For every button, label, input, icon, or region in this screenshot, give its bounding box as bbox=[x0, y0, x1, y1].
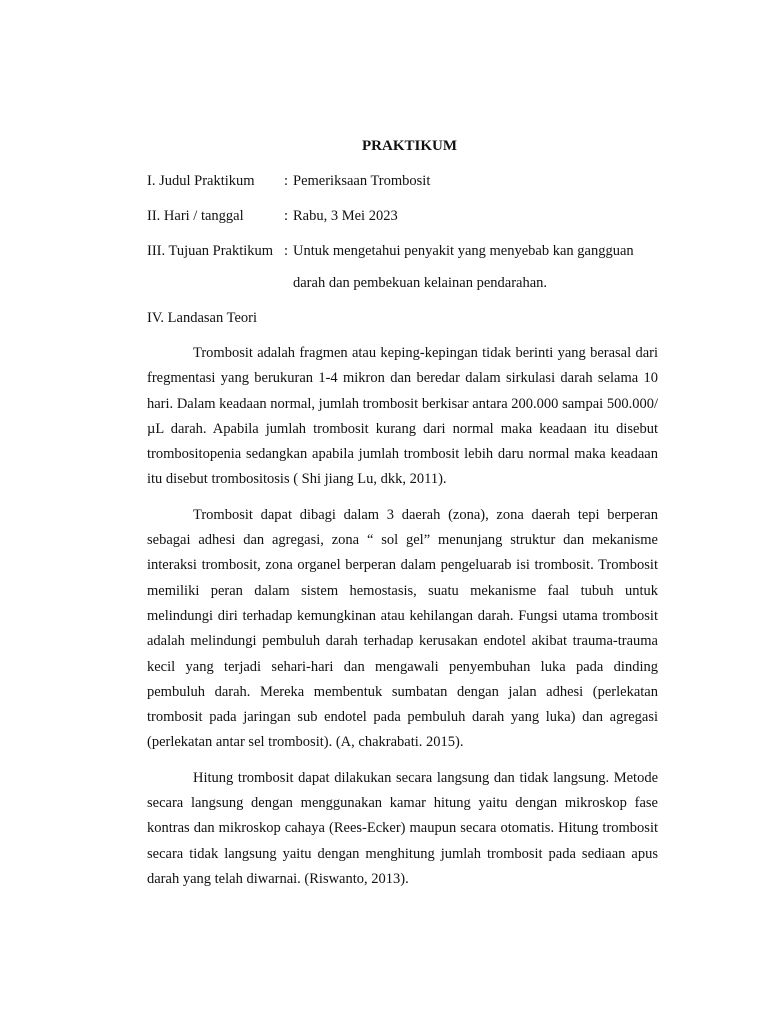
document-page bbox=[147, 136, 658, 902]
field-judul-praktikum bbox=[147, 171, 658, 191]
field-label: I. Judul Praktikum bbox=[147, 173, 255, 189]
paragraph-2: Trombosit dapat dibagi dalam 3 daerah (zona), zona daerah tepi berperan sebagai adhesi dan agregasi, zona “ sol gel” menunjang struktur dan mekanisme interaksi trombosit, zona organel berperan dalam pengeluarab isi trombosit. Trombosit memiliki peran dalam sistem hemostasis, suatu mekanisme faal tubuh untuk melindungi diri terhadap kemungkinan atau kehilangan darah. Fungsi utama trombosit adalah melindungi pembuluh darah terhadap kerusakan endotel akibat trauma-trauma kecil yang terjadi sehari-hari dan mengawali penyembuhan luka pada dinding pembuluh darah. Mereka membentuk sumbatan dengan jalan adhesi (perlekatan trombosit pada jaringan sub endotel pada pembuluh darah yang luka) dan agregasi (perlekatan antar sel trombosit). (A, chakrabati. 2015). bbox=[147, 506, 658, 751]
field-tujuan-praktikum bbox=[147, 241, 658, 261]
field-label: II. Hari / tanggal bbox=[147, 208, 244, 224]
field-colon: : bbox=[284, 243, 289, 259]
field-value: Pemeriksaan Trombosit bbox=[293, 173, 431, 189]
paragraph-3: Hitung trombosit dapat dilakukan secara langsung dan tidak langsung. Metode secara langsung dengan menggunakan kamar hitung yaitu dengan mikroskop fase kontras dan mikroskop cahaya (Rees-Ecker) maupun secara otomatis. Hitung trombosit secara tidak langsung yaitu dengan menghitung jumlah trombosit pada sediaan apus darah yang telah diwarnai. (Riswanto, 2013). bbox=[147, 769, 658, 887]
field-value-continuation: darah dan pembekuan kelainan pendarahan. bbox=[293, 275, 548, 291]
field-hari-tanggal bbox=[147, 206, 658, 226]
field-value: Untuk mengetahui penyakit yang menyebab kan gangguan bbox=[293, 243, 634, 259]
field-label: III. Tujuan Praktikum bbox=[147, 243, 274, 259]
field-colon: : bbox=[284, 208, 289, 224]
field-colon: : bbox=[284, 173, 289, 189]
paragraph-1: Trombosit adalah fragmen atau keping-kepingan tidak berinti yang berasal dari fregmentasi yang berukuran 1-4 mikron dan beredar dalam sirkulasi darah selama 10 hari. Dalam keadaan normal, jumlah trombosit berkisar antara 200.000 sampai 500.000/ µL darah. Apabila jumlah trombosit kurang dari normal maka keadaan itu disebut trombositopenia sedangkan apabila jumlah trombosit lebih daru normal maka keadaan itu disebut trombositosis ( Shi jiang Lu, dkk, 2011). bbox=[147, 345, 658, 488]
field-value: Rabu, 3 Mei 2023 bbox=[293, 208, 398, 224]
document-title: PRAKTIKUM bbox=[362, 138, 457, 154]
section-heading-landasan-teori: IV. Landasan Teori bbox=[147, 310, 257, 326]
